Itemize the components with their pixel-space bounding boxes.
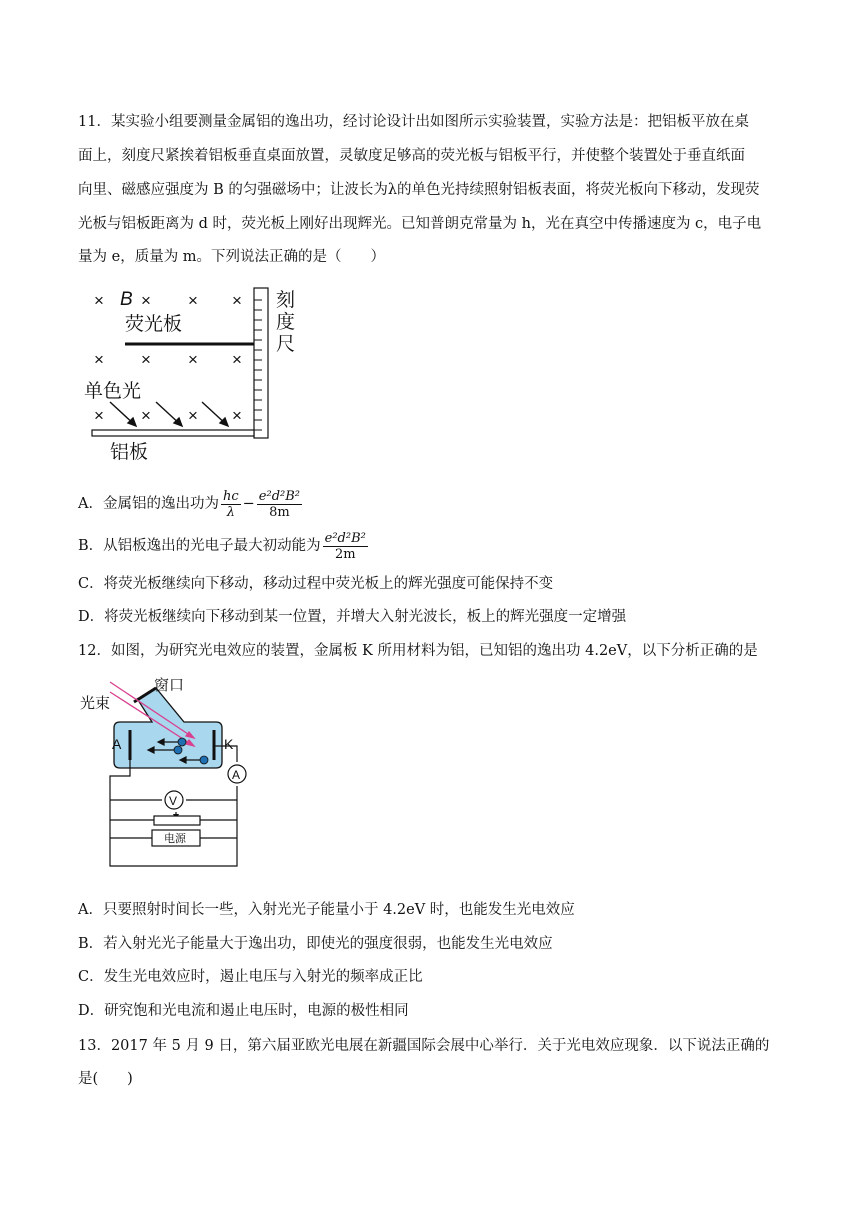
power-source-label: 电源	[164, 833, 186, 845]
magnetic-field-cross: ×	[94, 291, 104, 310]
q13-stem-line-1: 13．2017 年 5 月 9 日，第六届亚欧光电展在新疆国际会展中心举行．关于光电效应现象．以下说法正确的	[78, 1038, 770, 1054]
q11-figure	[80, 282, 300, 466]
q11-option-d: D．将荧光板继续向下移动到某一位置，并增大入射光波长，板上的辉光强度一定增强	[78, 609, 627, 625]
electron	[200, 756, 208, 764]
magnetic-field-cross: ×	[188, 291, 198, 310]
q11-option-a	[78, 486, 304, 522]
ammeter-label: A	[232, 768, 241, 782]
screen-label: 荧光板	[125, 314, 183, 335]
magnetic-field-cross: ×	[141, 350, 151, 369]
minus-sign: −	[242, 496, 255, 512]
ruler-label-3: 尺	[276, 334, 296, 355]
fraction-numerator: hc	[222, 488, 239, 504]
field-label-b: B	[120, 289, 133, 310]
magnetic-field-cross: ×	[188, 350, 198, 369]
q13-stem-line-2: 是( )	[78, 1071, 133, 1087]
magnetic-field-cross: ×	[232, 350, 242, 369]
light-label: 单色光	[84, 381, 142, 402]
q12-option-c: C．发生光电效应时，遏止电压与入射光的频率成正比	[78, 969, 423, 985]
fraction-numerator: e²d²B²	[324, 530, 366, 546]
fraction-denominator: λ	[226, 504, 235, 520]
q11-option-c: C．将荧光板继续向下移动，移动过程中荧光板上的辉光强度可能保持不变	[78, 576, 554, 592]
q12-option-b: B．若入射光光子能量大于逸出功，即使光的强度很弱，也能发生光电效应	[78, 936, 553, 952]
magnetic-field-cross: ×	[94, 406, 104, 425]
electrode-a-label: A	[112, 736, 122, 752]
fraction-denominator: 8m	[269, 504, 290, 520]
magnetic-field-cross: ×	[141, 406, 151, 425]
aluminum-plate	[92, 430, 254, 436]
q11-stem-line-1: 11．某实验小组要测量金属铝的逸出功，经讨论设计出如图所示实验装置，实验方法是：把铝板平放在桌	[78, 114, 749, 130]
beam-label: 光束	[80, 695, 111, 712]
magnetic-field-cross: ×	[232, 406, 242, 425]
fraction-denominator: 2m	[334, 546, 356, 562]
electrode-k-label: K	[224, 736, 234, 752]
q12-option-a: A．只要照射时间长一些，入射光光子能量小于 4.2eV 时，也能发生光电效应	[78, 902, 575, 918]
q12-option-d: D．研究饱和光电流和遏止电压时，电源的极性相同	[78, 1003, 409, 1019]
q12-stem: 12．如图，为研究光电效应的装置，金属板 K 所用材料为铝，已知铝的逸出功 4.2eV，以下分析正确的是	[78, 643, 758, 659]
ruler-label-1: 刻	[276, 290, 296, 311]
fraction-numerator: e²d²B²	[258, 488, 300, 504]
fraction	[257, 489, 302, 520]
q11-option-b-prefix: B．从铝板逸出的光电子最大初动能为	[78, 538, 321, 554]
magnetic-field-cross: ×	[232, 291, 242, 310]
q11-option-b	[78, 528, 370, 564]
fraction	[323, 531, 368, 562]
voltmeter-label: V	[169, 794, 178, 808]
magnetic-field-cross: ×	[94, 350, 104, 369]
magnetic-field-cross: ×	[141, 291, 151, 310]
electron	[174, 746, 182, 754]
q11-option-a-prefix: A．金属铝的逸出功为	[78, 496, 219, 512]
q12-figure	[80, 676, 260, 876]
q11-stem-line-5: 量为 e，质量为 m。下列说法正确的是（ ）	[78, 249, 386, 265]
q11-stem-line-3: 向里、磁感应强度为 B 的匀强磁场中；让波长为λ的单色光持续照射铝板表面，将荧光板向下移动，发现荧	[78, 182, 760, 198]
ruler-label-2: 度	[276, 312, 296, 333]
electron	[178, 738, 186, 746]
magnetic-field-cross: ×	[188, 406, 198, 425]
fraction	[221, 489, 241, 520]
q11-stem-line-2: 面上，刻度尺紧挨着铝板垂直桌面放置，灵敏度足够高的荧光板与铝板平行，并使整个装置处于垂直纸面	[78, 148, 745, 164]
plate-label: 铝板	[110, 442, 149, 463]
window-label: 窗口	[154, 677, 185, 694]
q11-stem-line-4: 光板与铝板距离为 d 时，荧光板上刚好出现辉光。已知普朗克常量为 h，光在真空中传播速度为 c，电子电	[78, 216, 762, 232]
rheostat	[154, 816, 200, 825]
